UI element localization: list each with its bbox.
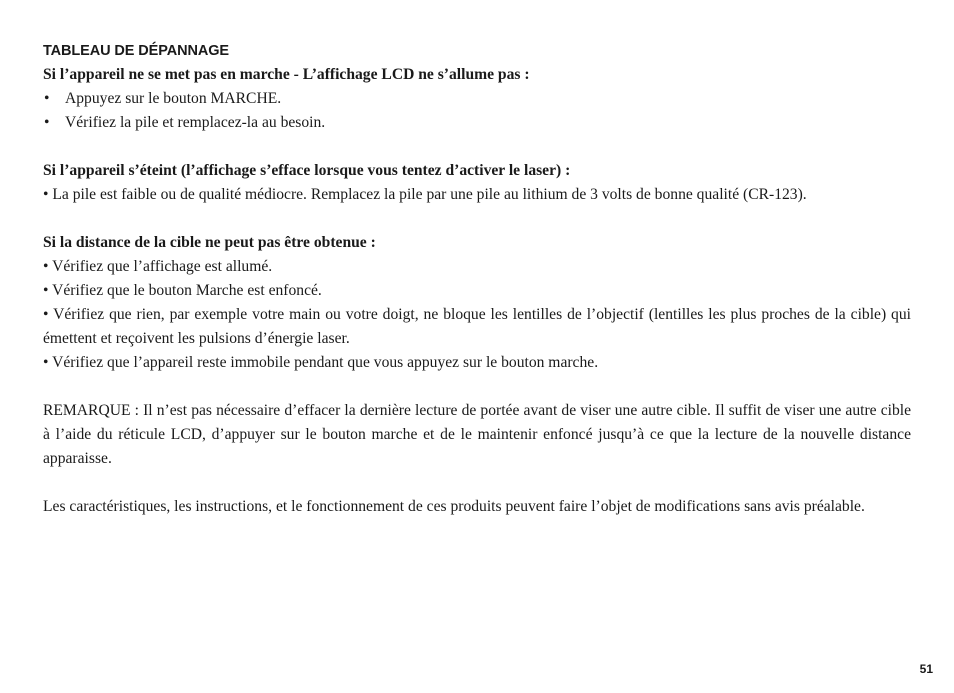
document-page	[43, 39, 911, 519]
list-item: • Vérifiez la pile et remplacez-la au besoin.	[43, 111, 911, 135]
page-title: TABLEAU DE DÉPANNAGE	[43, 43, 229, 59]
bullet-list-no-power	[43, 87, 911, 135]
list-item: • La pile est faible ou de qualité médiocre. Remplacez la pile par une pile au lithium de 3 volts de bonne qualité (CR-123).	[43, 186, 807, 203]
spacer	[43, 135, 911, 159]
remark-paragraph: REMARQUE : Il n’est pas nécessaire d’effacer la dernière lecture de portée avant de viser une autre cible. Il suffit de viser une autre cible à l’aide du réticule LCD, d’appuyer sur le bouton marche et de le maintenir enfoncé jusqu’à ce que la lecture de la nouvelle distance apparaisse.	[43, 402, 911, 467]
list-item: • Appuyez sur le bouton MARCHE.	[43, 87, 911, 111]
spacer	[43, 375, 911, 399]
spacer	[43, 471, 911, 495]
list-item: • Vérifiez que rien, par exemple votre main ou votre doigt, ne bloque les lentilles de l’objectif (lentilles les plus proches de la cible) qui émettent et reçoivent les pulsions d’énergie laser.	[43, 306, 911, 347]
section-heading-shuts-off: Si l’appareil s’éteint (l’affichage s’efface lorsque vous tentez d’activer le laser) :	[43, 162, 571, 179]
disclaimer-paragraph: Les caractéristiques, les instructions, et le fonctionnement de ces produits peuvent faire l’objet de modifications sans avis préalable.	[43, 498, 865, 515]
list-item: • Vérifiez que l’affichage est allumé.	[43, 258, 273, 275]
page-number: 51	[919, 662, 933, 676]
section-heading-no-distance: Si la distance de la cible ne peut pas être obtenue :	[43, 234, 376, 251]
list-item: • Vérifiez que l’appareil reste immobile pendant que vous appuyez sur le bouton marche.	[43, 354, 599, 371]
list-item: • Vérifiez que le bouton Marche est enfoncé.	[43, 282, 322, 299]
section-heading-no-power: Si l’appareil ne se met pas en marche - L’affichage LCD ne s’allume pas :	[43, 66, 530, 83]
spacer	[43, 207, 911, 231]
